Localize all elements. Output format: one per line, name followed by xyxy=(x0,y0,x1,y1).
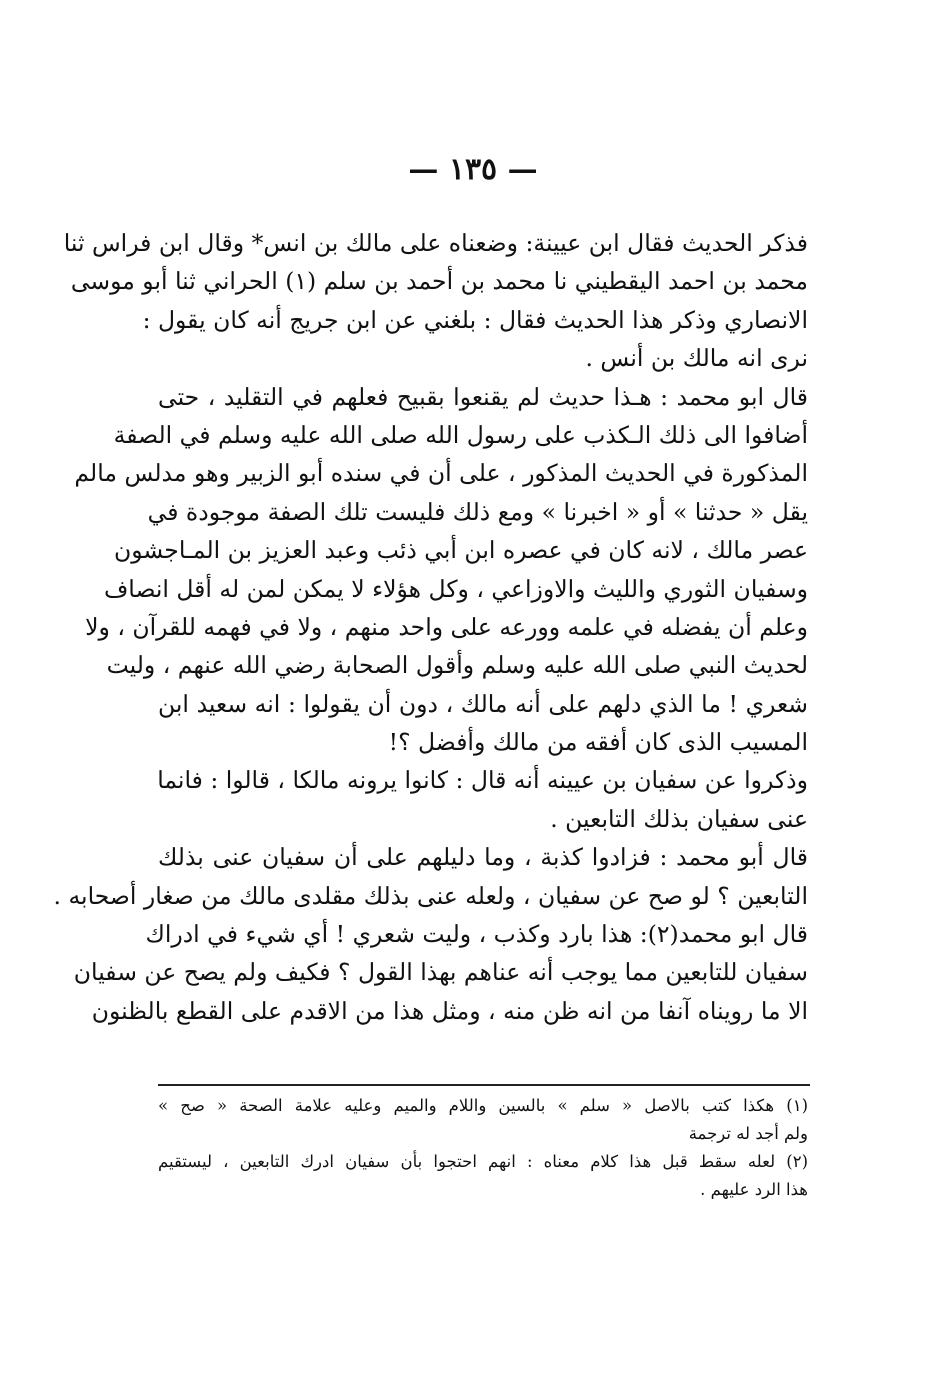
text-line: لحديث النبي صلى الله عليه وسلم وأقول الصحابة رضي الله عنهم ، وليت xyxy=(106,651,808,680)
text-line: المسيب الذى كان أفقه من مالك وأفضل ؟! xyxy=(388,728,808,757)
text-line: سفيان للتابعين مما يوجب أنه عناهم بهذا القول ؟ فكيف ولم يصح عن سفيان xyxy=(73,958,808,987)
text-line: قال ابو محمد : هـذا حديث لم يقنعوا بقبيح فعلهم في التقليد ، حتى xyxy=(158,382,808,411)
text-line: عصر مالك ، لانه كان في عصره ابن أبي ذئب وعبد العزيز بن المـاجشون xyxy=(113,536,808,565)
text-line: الانصاري وذكر هذا الحديث فقال : بلغني عن ابن جريج أنه كان يقول : xyxy=(142,305,808,334)
text-line: وسفيان الثوري والليث والاوزاعي ، وكل هؤلاء لا يمكن لمن له أقل انصاف xyxy=(103,574,808,603)
footnote-divider xyxy=(158,1084,810,1086)
page-number: — ١٣٥ — xyxy=(408,152,538,187)
text-line: قال ابو محمد(٢): هذا بارد وكذب ، وليت شعري ! أي شيء في ادراك xyxy=(145,920,808,949)
text-line: الا ما رويناه آنفا من انه ظن منه ، ومثل هذا من الاقدم على القطع بالظنون xyxy=(91,996,808,1025)
text-line: شعري ! ما الذي دلهم على أنه مالك ، دون أن يقولوا : انه سعيد ابن xyxy=(158,689,808,718)
text-line: وذكروا عن سفيان بن عيينه أنه قال : كانوا يرونه مالكا ، قالوا : فانما xyxy=(157,766,808,795)
text-line: وعلم أن يفضله في علمه وورعه على واحد منهم ، ولا في فهمه للقرآن ، ولا xyxy=(85,612,808,641)
footnote-line: (١) هكذا كتب بالاصل « سلم » بالسين واللام والميم وعليه علامة الصحة « صح » xyxy=(158,1096,808,1115)
text-line: المذكورة في الحديث المذكور ، على أن في سنده أبو الزبير وهو مدلس مالم xyxy=(74,459,808,488)
text-line: عنى سفيان بذلك التابعين . xyxy=(550,804,808,833)
text-line: محمد بن احمد اليقطيني نا محمد بن أحمد بن سلم (١) الحراني ثنا أبو موسى xyxy=(70,267,808,296)
text-line: يقل « حدثنا » أو « اخبرنا » ومع ذلك فليست تلك الصفة موجودة في xyxy=(147,497,808,526)
footnote-line: (٢) لعله سقط قبل هذا كلام معناه : انهم احتجوا بأن سفيان ادرك التابعين ، ليستقيم xyxy=(158,1152,808,1171)
text-line: فذكر الحديث فقال ابن عيينة: وضعناه على مالك بن انس* وقال ابن فراس ثنا xyxy=(63,229,808,257)
footnote-line: هذا الرد عليهم . xyxy=(700,1180,808,1199)
footnotes xyxy=(158,1092,808,1204)
text-line: التابعين ؟ لو صح عن سفيان ، ولعله عنى بذلك مقلدى مالك من صغار أصحابه . xyxy=(53,881,808,910)
footnote-line: ولم أجد له ترجمة xyxy=(688,1124,808,1143)
main-text xyxy=(53,224,808,1030)
text-line: قال أبو محمد : فزادوا كذبة ، وما دليلهم على أن سفيان عنى بذلك xyxy=(158,843,808,872)
text-line: أضافوا الى ذلك الـكذب على رسول الله صلى الله عليه وسلم في الصفة xyxy=(113,420,808,449)
text-line: نرى انه مالك بن أنس . xyxy=(585,344,808,373)
